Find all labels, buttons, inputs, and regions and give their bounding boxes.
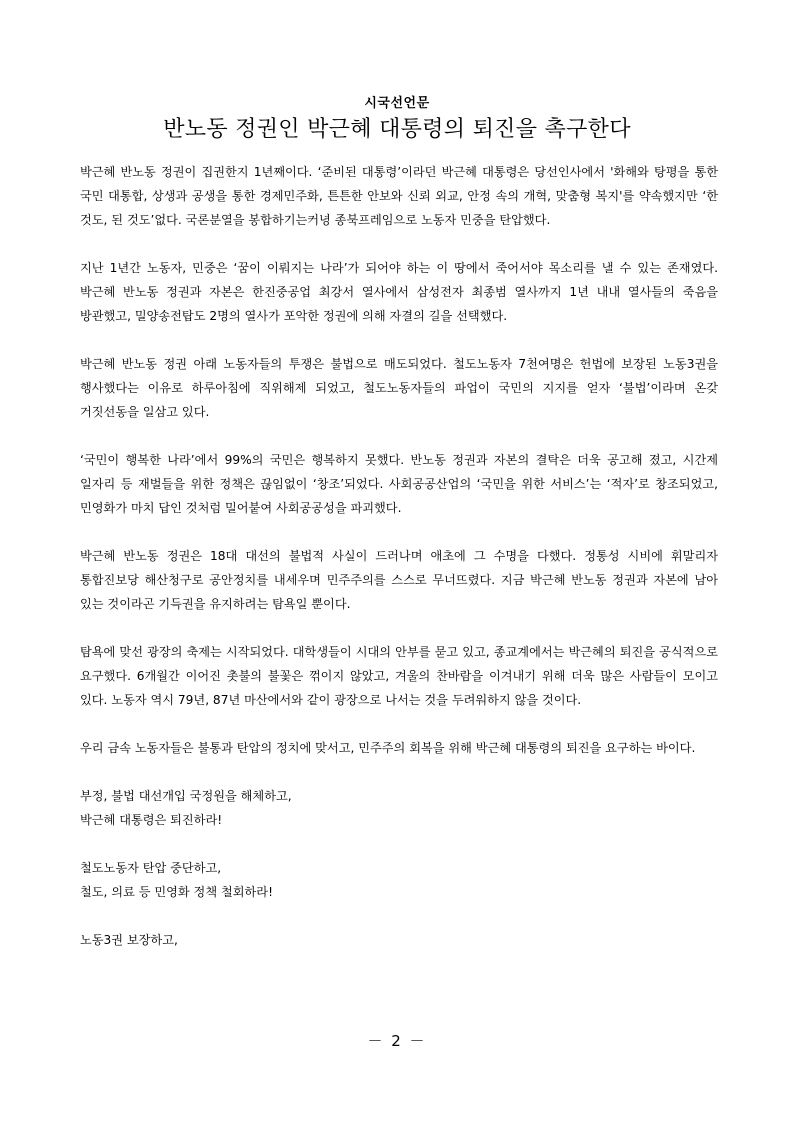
paragraph-4: ‘국민이 행복한 나라’에서 99%의 국민은 행복하지 못했다. 반노동 정권과 자본의 결탁은 더욱 공고해 졌고, 시간제 일자리 등 재벌들을 위한 정책은 끊임없이 ‘창조’되었다. 사회공공산업의 ‘국민을 위한 서비스’는 ‘적자’로 창조되었고, 민영화가 마치 답인 것처럼 밀어붙여 사회공공성을 파괴했다. [80,453,718,515]
slogan-1 [80,784,718,832]
document-title: 반노동 정권인 박근혜 대통령의 퇴진을 촉구한다 [163,117,631,142]
paragraph-1: 박근혜 반노동 정권이 집권한지 1년째이다. ‘준비된 대통령’이라던 박근혜 대통령은 당선인사에서 '화해와 탕평을 통한 국민 대통합, 상생과 공생을 통한 경제민주화, 튼튼한 안보와 신뢰 외교, 안정 속의 개혁, 맞춤형 복지'를 약속했지만 ‘한 것도, 된 것도’없다. 국론분열을 봉합하기는커녕 종북프레임으로 노동자 민중을 탄압했다. [80,165,718,227]
paragraph-2: 지난 1년간 노동자, 민중은 ‘꿈이 이뤄지는 나라’가 되어야 하는 이 땅에서 죽어서야 목소리를 낼 수 있는 존재였다. 박근혜 반노동 정권과 자본은 한진중공업 최강서 열사에서 삼성전자 최종범 열사까지 1년 내내 열사들의 죽음을 방관했고, 밀양송전탑도 2명의 열사가 포악한 정권에 의해 자결의 길을 선택했다. [80,261,718,323]
slogan-2 [80,856,718,904]
slogan-1-line-2: 박근혜 대통령은 퇴진하라! [80,813,223,827]
slogan-2-line-1: 철도노동자 탄압 중단하고, [80,861,222,875]
paragraph-3: 박근혜 반노동 정권 아래 노동자들의 투쟁은 불법으로 매도되었다. 철도노동자 7천여명은 헌법에 보장된 노동3권을 행사했다는 이유로 하루아침에 직위해제 되었고, 철도노동자들의 파업이 국민의 지지를 얻자 ‘불법’이라며 온갖 거짓선동을 일삼고 있다. [80,357,718,419]
paragraph-5: 박근혜 반노동 정권은 18대 대선의 불법적 사실이 드러나며 애초에 그 수명을 다했다. 정통성 시비에 휘말리자 통합진보당 해산청구로 공안정치를 내세우며 민주주의를 스스로 무너뜨렸다. 지금 박근혜 반노동 정권과 자본에 남아 있는 것이라곤 기득권을 유지하려는 탐욕일 뿐이다. [80,549,718,611]
slogan-2-line-2: 철도, 의료 등 민영화 정책 철회하라! [80,885,273,899]
page-number: － 2 － [367,1032,427,1050]
slogan-1-line-1: 부정, 불법 대선개입 국정원을 해체하고, [80,789,292,803]
document-body [80,160,718,976]
paragraph-7: 우리 금속 노동자들은 불통과 탄압의 정치에 맞서고, 민주주의 회복을 위해 박근혜 대통령의 퇴진을 요구하는 바이다. [80,741,696,755]
slogan-3 [80,928,718,952]
document-subtitle: 시국선언문 [364,96,430,111]
paragraph-6: 탐욕에 맞선 광장의 축제는 시작되었다. 대학생들이 시대의 안부를 묻고 있고, 종교계에서는 박근혜의 퇴진을 공식적으로 요구했다. 6개월간 이어진 촛불의 불꽃은 꺾이지 않았고, 겨울의 찬바람을 이겨내기 위해 더욱 많은 사람들이 모이고 있다. 노동자 역시 79년, 87년 마산에서와 같이 광장으로 나서는 것을 두려워하지 않을 것이다. [80,645,718,707]
slogan-3-line-1: 노동3권 보장하고, [80,933,178,947]
